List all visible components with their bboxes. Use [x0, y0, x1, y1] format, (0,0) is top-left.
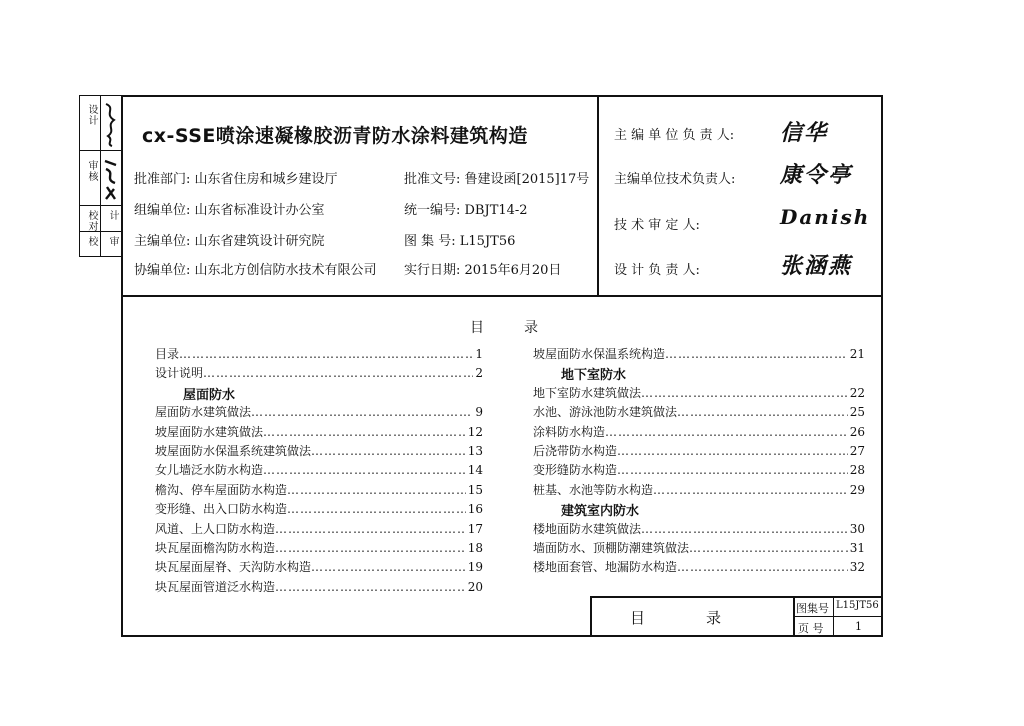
toc-entry[interactable]	[155, 540, 483, 557]
toc-entry-title: 地下室防水建筑做法	[533, 385, 642, 400]
toc-entry-title: 坡屋面防水保温系统建筑做法	[155, 444, 312, 458]
compile-unit: 组编单位: 山东省标准设计办公室	[134, 203, 325, 218]
responsible-signature-1: 信华	[780, 120, 829, 146]
toc-entry-title: 变形缝防水构造	[533, 463, 618, 478]
toc-entry-title: 后浇带防水构造	[533, 444, 618, 458]
toc-entry-title: 坡屋面防水保温系统构造	[533, 347, 666, 361]
toc-entry-page: 9	[475, 405, 483, 420]
toc-entry[interactable]	[155, 579, 483, 596]
toc-entry[interactable]	[155, 365, 483, 382]
toc-entry-title: 墙面防水、顶棚防潮建筑做法	[533, 541, 690, 555]
toc-entry-title: 块瓦屋面屋脊、天沟防水构造	[155, 560, 312, 575]
toc-entry[interactable]	[155, 443, 483, 460]
toc-entry-page: 1	[475, 347, 483, 361]
unified-no: 统一编号: DBJT14-2	[404, 203, 528, 218]
toc-entry[interactable]	[155, 482, 483, 499]
toc-leader-dots	[641, 385, 848, 402]
toc-entry-page: 19	[467, 560, 483, 575]
toc-entry-title: 涂料防水构造	[533, 424, 606, 439]
toc-entry[interactable]	[533, 346, 865, 363]
responsible-role-4: 设 计 负 责 人:	[614, 263, 700, 278]
header-vertical-divider	[597, 95, 599, 295]
toc-entry-page: 13	[467, 444, 483, 458]
approval-dept: 批准部门: 山东省住房和城乡建设厅	[134, 172, 338, 187]
toc-entry[interactable]	[533, 521, 865, 538]
page-title: cx-SSE喷涂速凝橡胶沥青防水涂料建筑构造	[142, 125, 528, 147]
title-block-left	[590, 596, 592, 636]
toc-entry-page: 16	[467, 502, 483, 517]
toc-section-heading: 屋面防水	[183, 387, 236, 403]
toc-entry-page: 31	[849, 541, 865, 555]
toc-entry[interactable]	[155, 462, 483, 479]
toc-entry-page: 2	[475, 366, 483, 381]
toc-leader-dots	[275, 540, 466, 557]
toc-leader-dots	[275, 579, 466, 596]
toc-entry[interactable]	[533, 424, 865, 441]
toc-entry[interactable]	[533, 559, 865, 576]
toc-entry[interactable]	[533, 443, 865, 460]
toc-entry-title: 块瓦屋面管道泛水构造	[155, 579, 276, 594]
toc-entry-page: 20	[467, 579, 483, 594]
toc-heading-right: 录	[524, 320, 538, 336]
toc-section-heading: 地下室防水	[561, 368, 627, 384]
title-block-label-left: 目	[630, 609, 646, 627]
toc-entry[interactable]	[533, 462, 865, 479]
toc-entry-page: 15	[467, 482, 483, 497]
toc-leader-dots	[617, 462, 848, 479]
toc-entry-title: 目录	[155, 347, 180, 361]
atlas-label: 图集号	[796, 602, 829, 615]
toc-leader-dots	[677, 559, 848, 576]
toc-entry-page: 21	[849, 347, 865, 361]
co-unit: 协编单位: 山东北方创信防水技术有限公司	[134, 263, 377, 278]
side-strip-row-2	[79, 205, 123, 206]
side-strip-label-4: 校	[86, 236, 97, 247]
toc-leader-dots	[251, 404, 473, 421]
chief-unit: 主编单位: 山东省建筑设计研究院	[134, 234, 325, 249]
toc-leader-dots	[641, 521, 848, 538]
toc-entry-page: 32	[849, 560, 865, 575]
responsible-signature-3: Danish	[780, 205, 871, 229]
toc-leader-dots	[677, 404, 848, 421]
side-strip-row-1	[79, 150, 123, 151]
toc-entry-page: 18	[467, 541, 483, 555]
toc-entry-page: 12	[467, 424, 483, 439]
responsible-role-2: 主编单位技术负责人:	[614, 172, 736, 187]
atlas-value: L15JT56	[836, 600, 879, 611]
toc-entry-title: 设计说明	[155, 366, 204, 381]
toc-leader-dots	[263, 424, 466, 441]
toc-entry-title: 块瓦屋面檐沟防水构造	[155, 541, 276, 555]
title-block-label-right: 录	[706, 609, 722, 627]
toc-entry-page: 22	[849, 385, 865, 400]
side-strip-signature-1	[102, 100, 120, 148]
toc-entry[interactable]	[155, 404, 483, 421]
toc-entry[interactable]	[533, 385, 865, 402]
toc-entry-title: 女儿墙泛水防水构造	[155, 463, 264, 478]
responsible-role-3: 技 术 审 定 人:	[614, 218, 700, 233]
toc-entry-title: 变形缝、出入口防水构造	[155, 502, 288, 517]
toc-leader-dots	[665, 346, 848, 363]
toc-entry-page: 30	[849, 521, 865, 536]
toc-entry-page: 28	[849, 463, 865, 478]
toc-leader-dots	[287, 501, 466, 518]
side-strip-divider	[100, 95, 101, 257]
toc-entry[interactable]	[533, 404, 865, 421]
toc-entry[interactable]	[155, 559, 483, 576]
responsible-signature-2: 康令亭	[780, 162, 853, 188]
page-label: 页 号	[798, 622, 824, 635]
side-strip-label-6: 审	[107, 236, 118, 247]
side-strip-label-3: 校对	[86, 210, 97, 232]
title-block-mid	[793, 616, 882, 617]
toc-leader-dots	[311, 443, 466, 460]
toc-entry[interactable]	[155, 521, 483, 538]
toc-leader-dots	[311, 559, 466, 576]
toc-leader-dots	[263, 462, 466, 479]
side-strip-label-1: 设计	[86, 104, 97, 126]
toc-leader-dots	[275, 521, 466, 538]
approval-doc: 批准文号: 鲁建设函[2015]17号	[404, 172, 590, 187]
responsible-signature-4: 张涵燕	[780, 253, 853, 279]
toc-leader-dots	[287, 482, 466, 499]
page-value: 1	[855, 620, 862, 633]
toc-entry-title: 屋面防水建筑做法	[155, 405, 252, 420]
toc-heading-left: 目	[470, 320, 484, 336]
toc-leader-dots	[203, 365, 473, 382]
toc-entry-page: 17	[467, 521, 483, 536]
toc-entry-page: 29	[849, 482, 865, 497]
toc-entry-title: 桩基、水池等防水构造	[533, 482, 654, 497]
toc-section-heading: 建筑室内防水	[561, 504, 640, 520]
atlas-no: 图 集 号: L15JT56	[404, 234, 516, 249]
toc-entry-title: 楼地面套管、地漏防水构造	[533, 560, 678, 575]
toc-leader-dots	[689, 540, 848, 557]
toc-entry-title: 风道、上人口防水构造	[155, 521, 276, 536]
toc-entry-page: 25	[849, 405, 865, 420]
toc-entry-page: 14	[467, 463, 483, 478]
header-divider	[121, 295, 883, 297]
responsible-role-1: 主 编 单 位 负 责 人:	[614, 128, 735, 143]
side-strip-label-2: 审核	[86, 160, 97, 182]
toc-leader-dots	[617, 443, 848, 460]
toc-entry[interactable]	[155, 346, 483, 363]
side-strip-signature-2	[102, 155, 120, 203]
toc-entry-title: 楼地面防水建筑做法	[533, 521, 642, 536]
toc-entry[interactable]	[155, 424, 483, 441]
toc-entry[interactable]	[533, 482, 865, 499]
toc-entry[interactable]	[155, 501, 483, 518]
toc-entry[interactable]	[533, 540, 865, 557]
toc-entry-title: 檐沟、停车屋面防水构造	[155, 482, 288, 497]
toc-entry-title: 水池、游泳池防水建筑做法	[533, 405, 678, 420]
toc-leader-dots	[179, 346, 473, 363]
toc-entry-page: 27	[849, 444, 865, 458]
side-strip-label-5: 计	[107, 210, 118, 221]
toc-leader-dots	[605, 424, 848, 441]
toc-entry-page: 26	[849, 424, 865, 439]
title-block-top	[590, 596, 882, 598]
toc-leader-dots	[653, 482, 848, 499]
toc-entry-title: 坡屋面防水建筑做法	[155, 424, 264, 439]
effective-date: 实行日期: 2015年6月20日	[404, 263, 562, 278]
